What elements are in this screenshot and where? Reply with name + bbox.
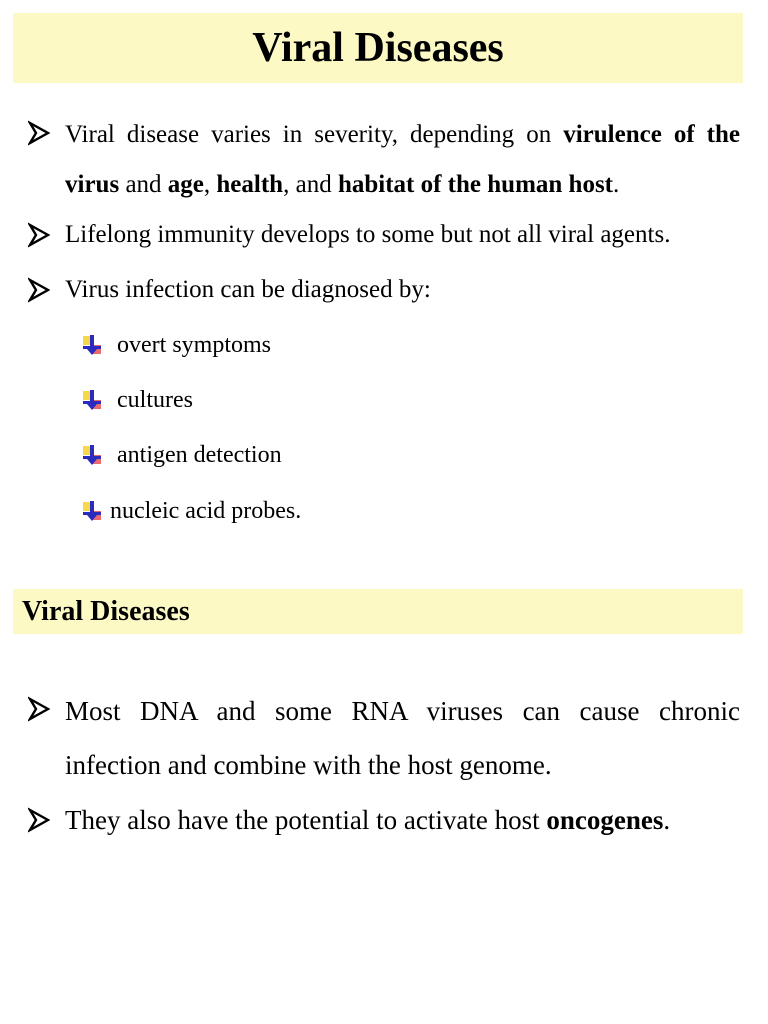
down-arrow-bullet-icon (82, 334, 102, 356)
page-title: Viral Diseases (252, 25, 504, 71)
diagnosis-method: overt symptoms (117, 332, 271, 358)
arrowhead-bullet-icon (28, 118, 50, 148)
down-arrow-bullet-icon (82, 500, 102, 522)
arrowhead-bullet-icon (28, 275, 50, 305)
bullet-text: Virus infection can be diagnosed by: (65, 276, 431, 303)
bullet-text: Lifelong immunity develops to some but not all viral agents. (65, 221, 671, 248)
title-banner (13, 13, 743, 83)
diagnosis-method: nucleic acid probes. (110, 498, 302, 524)
section-title: Viral Diseases (22, 595, 190, 627)
section-banner (13, 589, 743, 634)
bullet-text: They also have the potential to activate host oncogenes. (65, 805, 671, 835)
down-arrow-bullet-icon (82, 389, 102, 411)
arrowhead-bullet-icon (28, 220, 50, 250)
diagnosis-method: cultures (117, 387, 193, 413)
bullet-text: Viral disease varies in severity, depending on virulence of the virus and age, health, and habitat of the human host. (65, 121, 741, 198)
arrowhead-bullet-icon (28, 694, 50, 724)
bullet-text: Most DNA and some RNA viruses can cause chronic infection and combine with the host genome. (65, 696, 740, 780)
diagnosis-method: antigen detection (117, 442, 282, 468)
down-arrow-bullet-icon (82, 444, 102, 466)
arrowhead-bullet-icon (28, 805, 50, 835)
